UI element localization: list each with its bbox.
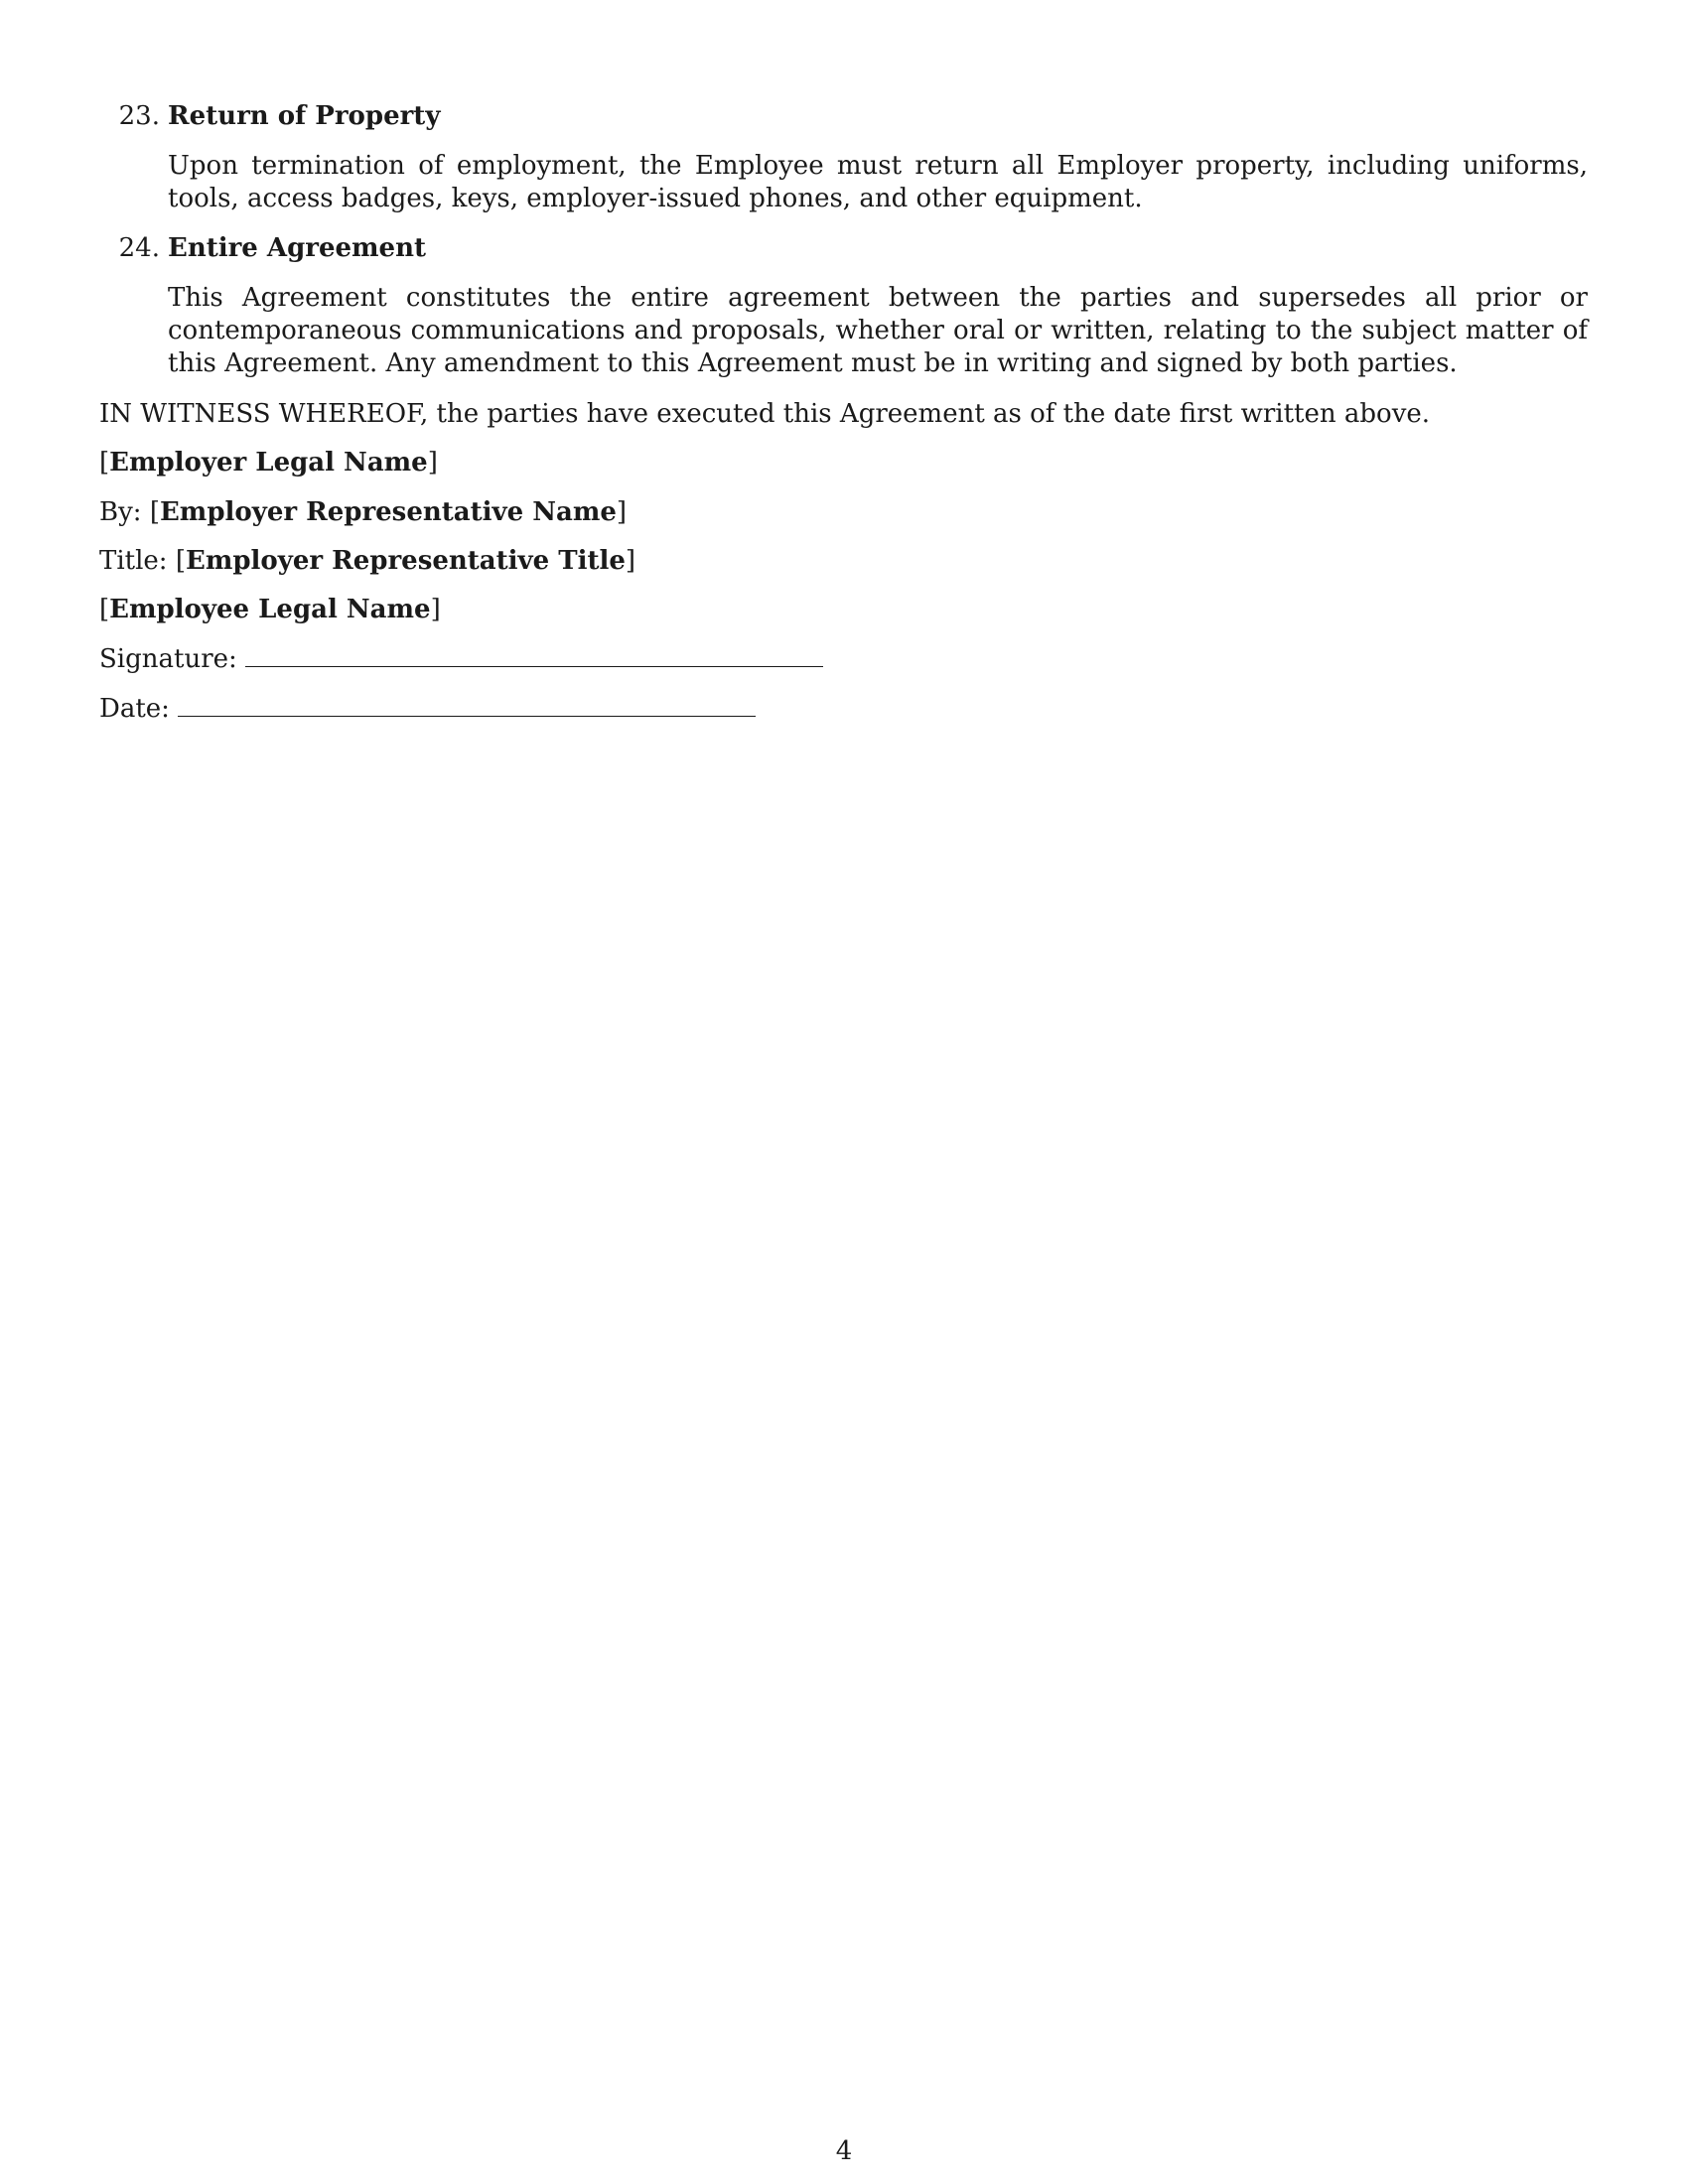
employer-representative-title: Employer Representative Title bbox=[186, 546, 626, 576]
section-24-body: This Agreement constitutes the entire agreement between the parties and supersedes all prior or contemporaneous communications and proposals, whether oral or written, relating to the subject matter of this Agreement. Any amendment to this Agreement must be in writing and signed by both parties. bbox=[168, 283, 1588, 378]
employer-legal-name: Employer Legal Name bbox=[109, 448, 428, 478]
date-blank[interactable] bbox=[178, 694, 756, 717]
section-23-body: Upon termination of employment, the Employee must return all Employer property, including uniforms, tools, access badges, keys, employer-issued phones, and other equipment. bbox=[168, 151, 1588, 213]
signature-line bbox=[99, 642, 823, 676]
title-label: Title: bbox=[99, 546, 168, 576]
section-title: Entire Agreement bbox=[168, 233, 426, 263]
section-number: 24. bbox=[118, 233, 160, 263]
signature-blank[interactable] bbox=[245, 644, 823, 667]
employer-representative-name: Employer Representative Name bbox=[159, 497, 617, 527]
date-line bbox=[99, 692, 756, 726]
section-title: Return of Property bbox=[168, 101, 441, 131]
employer-legal-name-line: [Employer Legal Name] bbox=[99, 448, 438, 478]
section-number: 23. bbox=[118, 101, 160, 131]
witness-statement: IN WITNESS WHEREOF, the parties have executed this Agreement as of the date first written above. bbox=[99, 399, 1431, 429]
date-label: Date: bbox=[99, 694, 170, 724]
employer-by-line: By: [Employer Representative Name] bbox=[99, 497, 628, 527]
employee-legal-name: Employee Legal Name bbox=[109, 595, 431, 624]
signature-label: Signature: bbox=[99, 644, 237, 674]
page-number: 4 bbox=[835, 2136, 853, 2166]
employer-title-line: Title: [Employer Representative Title] bbox=[99, 546, 636, 576]
employee-legal-name-line: [Employee Legal Name] bbox=[99, 595, 441, 624]
by-label: By: bbox=[99, 497, 142, 527]
